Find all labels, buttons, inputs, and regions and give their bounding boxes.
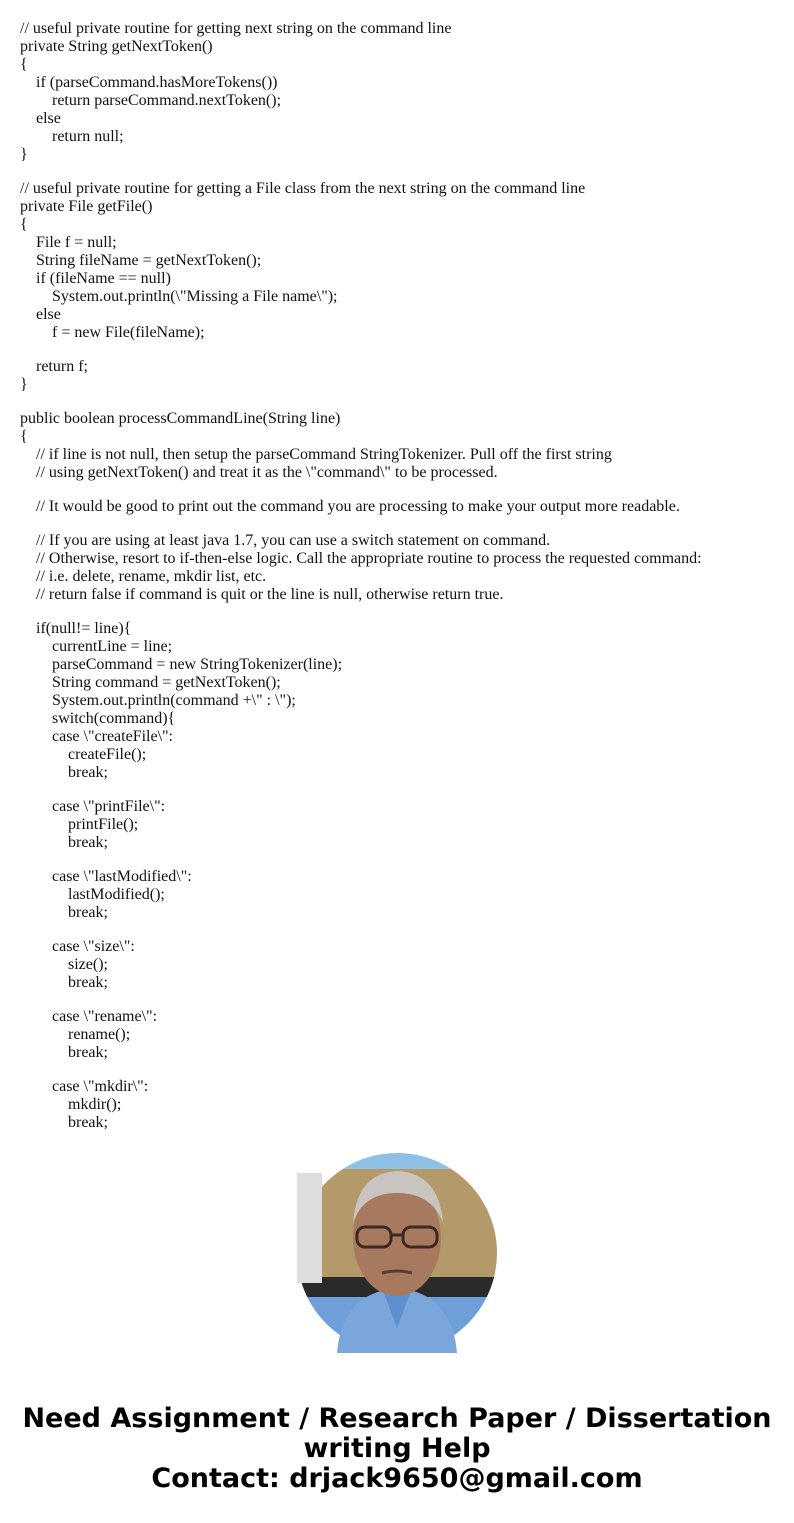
code-line: case \"rename\": — [52, 1008, 158, 1025]
code-line — [20, 922, 780, 938]
code-line: break; — [68, 974, 108, 991]
code-line: String command = getNextToken(); — [52, 674, 281, 691]
code-line — [20, 482, 780, 498]
code-line: switch(command){ — [52, 710, 176, 727]
code-line: // if line is not null, then setup the parseCommand StringTokenizer. Pull off the first string — [36, 446, 612, 463]
code-line: System.out.println(command +\" : \"); — [52, 692, 296, 709]
banner-line-1: Need Assignment / Research Paper / Dissertation — [22, 1403, 772, 1434]
code-line: // Otherwise, resort to if-then-else logic. Call the appropriate routine to process the requested command: — [36, 550, 702, 567]
author-photo — [297, 1153, 497, 1353]
code-line: rename(); — [68, 1026, 131, 1043]
banner-line-2: writing Help — [303, 1433, 491, 1464]
code-line: return f; — [36, 358, 88, 375]
code-line: return parseCommand.nextToken(); — [52, 92, 282, 109]
code-line: } — [20, 376, 28, 393]
code-line: public boolean processCommandLine(String line) — [20, 410, 341, 427]
code-line: { — [20, 56, 28, 73]
code-line: File f = null; — [36, 234, 117, 251]
code-line: case \"createFile\": — [52, 728, 173, 745]
code-listing — [20, 20, 780, 1131]
code-line: // If you are using at least java 1.7, you can use a switch statement on command. — [36, 532, 551, 549]
code-line — [20, 782, 780, 798]
code-line: } — [20, 146, 28, 163]
code-line: case \"lastModified\": — [52, 868, 192, 885]
code-line: { — [20, 428, 28, 445]
code-line: break; — [68, 1044, 108, 1061]
code-line — [20, 342, 780, 358]
code-line: else — [36, 110, 61, 127]
code-line — [20, 394, 780, 410]
person-portrait-icon — [297, 1153, 497, 1353]
code-line: break; — [68, 904, 108, 921]
code-line: return null; — [52, 128, 124, 145]
code-line: case \"printFile\": — [52, 798, 166, 815]
code-line: // i.e. delete, rename, mkdir list, etc. — [36, 568, 267, 585]
code-line — [20, 604, 780, 620]
code-line: else — [36, 306, 61, 323]
code-line: private File getFile() — [20, 198, 153, 215]
code-line: // It would be good to print out the command you are processing to make your output more readable. — [36, 498, 680, 515]
code-line: break; — [68, 764, 108, 781]
code-line: // return false if command is quit or the line is null, otherwise return true. — [36, 586, 504, 603]
code-line: currentLine = line; — [52, 638, 173, 655]
code-line — [20, 992, 780, 1008]
code-line: // useful private routine for getting next string on the command line — [20, 20, 452, 37]
code-line: case \"size\": — [52, 938, 135, 955]
code-line: break; — [68, 834, 108, 851]
code-line: private String getNextToken() — [20, 38, 213, 55]
contact-banner — [0, 1404, 794, 1494]
code-line — [20, 852, 780, 868]
code-line: if (parseCommand.hasMoreTokens()) — [36, 74, 278, 91]
code-line: mkdir(); — [68, 1096, 122, 1113]
banner-line-3: Contact: drjack9650@gmail.com — [151, 1463, 643, 1494]
code-line — [20, 164, 780, 180]
code-line: printFile(); — [68, 816, 139, 833]
code-line: break; — [68, 1114, 108, 1131]
code-line: lastModified(); — [68, 886, 165, 903]
code-line: createFile(); — [68, 746, 147, 763]
code-line: { — [20, 216, 28, 233]
code-line: if (fileName == null) — [36, 270, 171, 287]
code-line: // using getNextToken() and treat it as the \"command\" to be processed. — [36, 464, 498, 481]
code-line: f = new File(fileName); — [52, 324, 205, 341]
code-line — [20, 1062, 780, 1078]
code-line: System.out.println(\"Missing a File name\"); — [52, 288, 338, 305]
code-line: size(); — [68, 956, 108, 973]
code-line: case \"mkdir\": — [52, 1078, 149, 1095]
code-line — [20, 516, 780, 532]
code-line: if(null!= line){ — [36, 620, 132, 637]
code-line: parseCommand = new StringTokenizer(line); — [52, 656, 343, 673]
code-line: // useful private routine for getting a File class from the next string on the command line — [20, 180, 586, 197]
code-line: String fileName = getNextToken(); — [36, 252, 262, 269]
